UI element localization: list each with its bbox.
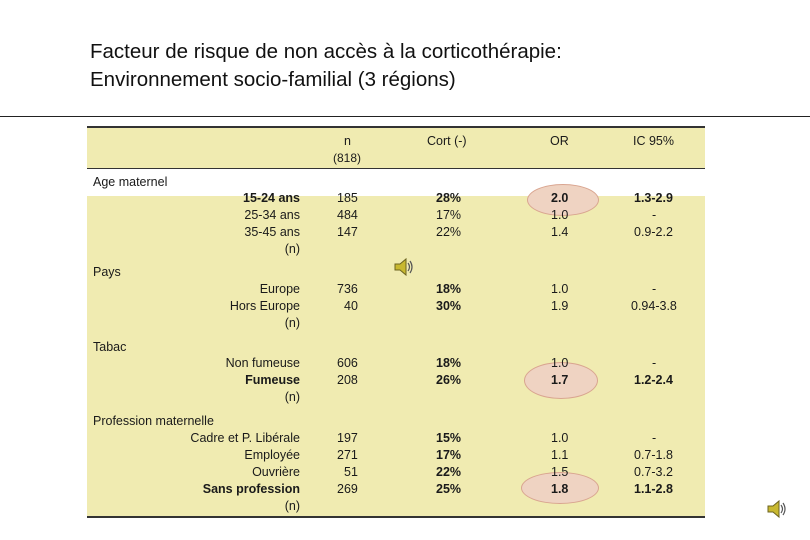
cell-or: 1.0 [551,431,569,445]
cell-or: 1.8 [551,482,569,496]
cell-or: 1.7 [551,373,569,387]
speaker-icon[interactable] [766,498,788,520]
cell-cort: 26% [436,373,462,387]
header-ic: IC 95% [633,134,674,148]
row-label: Sans profession [202,482,300,496]
section-title-age: Age maternel [93,175,168,189]
table-top-border [87,126,705,128]
cell-ic: 1.3-2.9 [634,191,673,205]
row-label: (n) [284,390,300,404]
row-label: 25-34 ans [244,208,300,222]
cell-ic: 0.94-3.8 [631,299,677,313]
cell-cort: 25% [436,482,462,496]
cell-cort: 22% [436,465,462,479]
cell-or: 1.0 [551,208,569,222]
cell-ic: 1.1-2.8 [634,482,673,496]
cell-cort: 17% [436,448,462,462]
cell-n: 197 [337,431,358,445]
cell-n: 484 [337,208,358,222]
row-label: 15-24 ans [243,191,300,205]
speaker-icon[interactable] [393,256,415,278]
cell-cort: 28% [436,191,462,205]
section-title-profession: Profession maternelle [93,414,214,428]
cell-or: 1.4 [551,225,569,239]
cell-n: 606 [337,356,358,370]
table-header-border [87,168,705,169]
cell-or: 1.1 [551,448,569,462]
cell-ic: - [652,208,657,222]
title-divider [0,116,810,117]
header-n: n [344,134,351,148]
cell-ic: 0.7-3.2 [634,465,673,479]
cell-cort: 22% [436,225,462,239]
cell-cort: 18% [436,356,462,370]
header-or: OR [550,134,569,148]
cell-ic: - [652,356,657,370]
slide-title [90,38,562,94]
row-label: 35-45 ans [244,225,300,239]
row-label: Europe [259,282,300,296]
cell-cort: 17% [436,208,462,222]
row-label: (n) [284,316,300,330]
cell-or: 1.0 [551,356,569,370]
row-label: Cadre et P. Libérale [190,431,300,445]
row-label: (n) [284,242,300,256]
cell-n: 208 [337,373,358,387]
cell-n: 736 [337,282,358,296]
title-line-1: Facteur de risque de non accès à la corticothérapie: [90,40,562,63]
row-label: Employée [244,448,300,462]
row-label: Fumeuse [245,373,300,387]
cell-ic: 0.9-2.2 [634,225,673,239]
cell-cort: 30% [436,299,462,313]
cell-ic: - [652,431,657,445]
row-label: (n) [284,499,300,513]
cell-n: 51 [344,465,358,479]
cell-or: 1.9 [551,299,569,313]
cell-n: 147 [337,225,358,239]
section-title-pays: Pays [93,265,121,279]
cell-ic: - [652,282,657,296]
cell-cort: 18% [436,282,462,296]
table-bottom-border [87,516,705,518]
row-label: Hors Europe [229,299,300,313]
cell-or: 1.0 [551,282,569,296]
header-gap [87,169,705,196]
cell-n: 269 [337,482,358,496]
cell-ic: 0.7-1.8 [634,448,673,462]
cell-or: 1.5 [551,465,569,479]
cell-ic: 1.2-2.4 [634,373,673,387]
cell-or: 2.0 [551,191,569,205]
header-cort: Cort (-) [427,134,467,148]
header-n-total: (818) [333,151,362,165]
cell-n: 271 [337,448,358,462]
row-label: Non fumeuse [225,356,300,370]
cell-cort: 15% [436,431,462,445]
row-label: Ouvrière [252,465,300,479]
cell-n: 40 [344,299,358,313]
section-title-tabac: Tabac [93,340,127,354]
cell-n: 185 [337,191,358,205]
title-line-2: Environnement socio-familial (3 régions) [90,68,456,91]
